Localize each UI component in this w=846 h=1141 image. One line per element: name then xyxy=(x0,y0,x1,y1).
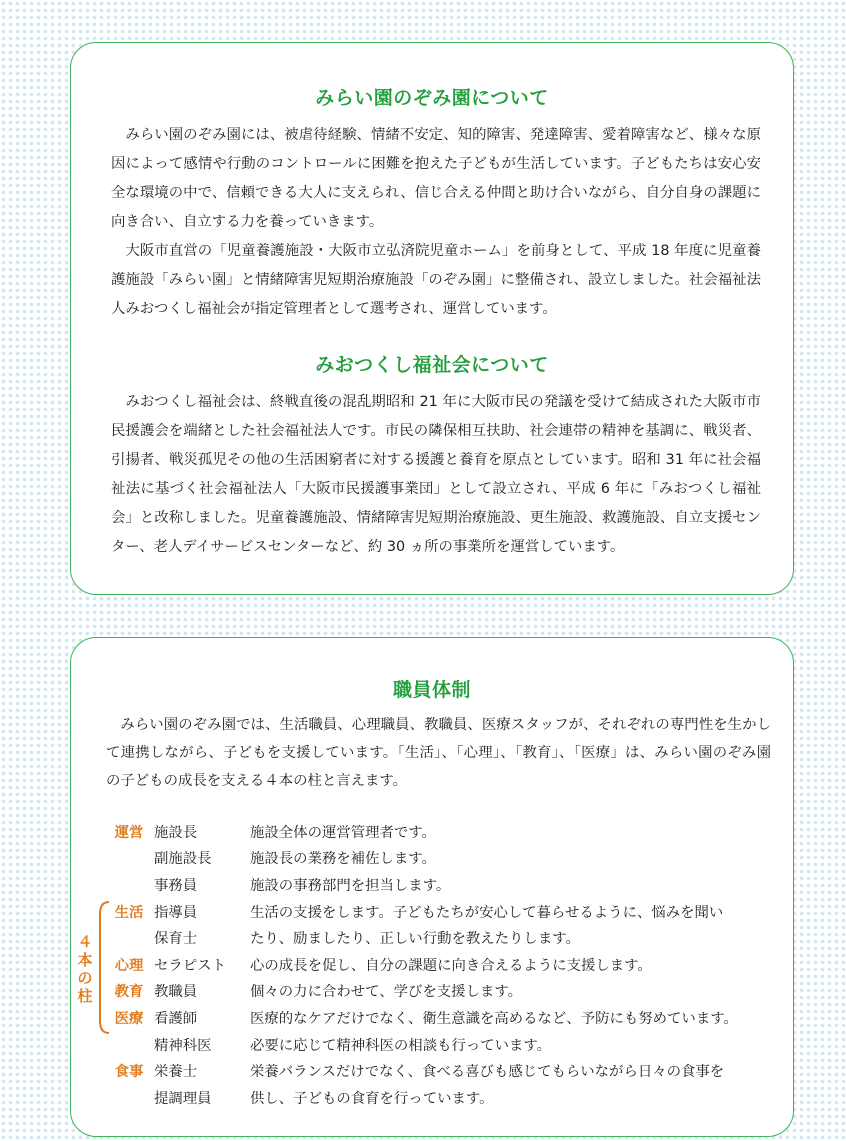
table-row xyxy=(104,1057,770,1084)
role-name: 副施設長 xyxy=(154,851,212,868)
table-row xyxy=(104,978,770,1005)
role-name: 事務員 xyxy=(154,877,198,894)
staff-table xyxy=(104,818,770,1111)
table-row xyxy=(104,1084,770,1111)
role-name: 精神科医 xyxy=(154,1037,212,1054)
about-heading: みらい園のぞみ園について xyxy=(315,87,549,109)
category-label xyxy=(104,871,154,898)
table-row xyxy=(104,951,770,978)
table-row xyxy=(104,1031,770,1058)
role-name: 提調理員 xyxy=(154,1090,212,1107)
role-name: 栄養士 xyxy=(154,1064,198,1081)
table-row xyxy=(104,845,770,872)
staff-heading: 職員体制 xyxy=(392,679,471,701)
category-label xyxy=(104,845,154,872)
category-label: 運営 xyxy=(114,824,144,841)
category-label: 生活 xyxy=(114,904,144,921)
table-row xyxy=(104,818,770,845)
role-description: 医療的なケアだけでなく、衛生意識を高めるなど、予防にも努めています。 xyxy=(250,1010,738,1027)
role-description: 心の成長を促し、自分の課題に向き合えるように支援します。 xyxy=(250,957,652,974)
table-row xyxy=(104,1004,770,1031)
role-description: 供し、子どもの食育を行っています。 xyxy=(250,1090,494,1107)
role-description: 施設長の業務を補佐します。 xyxy=(250,851,436,868)
role-description: 栄養バランスだけでなく、食べる喜びも感じてもらいながら日々の食事を xyxy=(250,1064,725,1081)
staff-card xyxy=(70,637,794,1137)
about-card xyxy=(70,42,794,595)
category-label xyxy=(104,1084,154,1111)
role-description: たり、励ましたり、正しい行動を教えたりします。 xyxy=(250,931,580,948)
role-name: 施設長 xyxy=(154,824,198,841)
role-name: 指導員 xyxy=(154,904,198,921)
category-label xyxy=(104,1031,154,1058)
category-label xyxy=(104,924,154,951)
four-pillars-label: ４ 本 の 柱 xyxy=(77,933,93,1005)
staff-intro: みらい園のぞみ園では、生活職員、心理職員、教職員、医療スタッフが、それぞれの専門性を生かして連携しながら、子どもを支援しています。「生活」、「心理」、「教育」、「医療」は、みらい園のぞみ園の子どもの成長を支える４本の柱と言えます。 xyxy=(106,717,771,789)
table-row xyxy=(104,871,770,898)
role-description: 必要に応じて精神科医の相談も行っています。 xyxy=(250,1037,552,1054)
about-paragraph-1: みらい園のぞみ園には、被虐待経験、情緒不安定、知的障害、発達障害、愛着障害など、様々な原因によって感情や行動のコントロールに困難を抱えた子どもが生活しています。子どもたちは安心安全な環境の中で、信頼できる大人に支えられ、信じ合える仲間と助け合いながら、自分自身の課題に向き合い、自立する力を養っていきます。 xyxy=(111,127,761,230)
role-description: 生活の支援をします。子どもたちが安心して暮らせるように、悩みを聞い xyxy=(250,904,724,921)
role-description: 施設の事務部門を担当します。 xyxy=(250,877,451,894)
table-row xyxy=(104,898,770,925)
role-name: 保育士 xyxy=(154,931,198,948)
about-paragraph-2: 大阪市直営の「児童養護施設・大阪市立弘済院児童ホーム」を前身として、平成 18 年度に児童養護施設「みらい園」と情緒障害児短期治療施設「のぞみ園」に整備され、設立しました。社会福祉法人みおつくし福祉会が指定管理者として選考され、運営しています。 xyxy=(111,243,761,317)
role-name: セラピスト xyxy=(154,957,226,974)
role-description: 個々の力に合わせて、学びを支援します。 xyxy=(250,984,522,1001)
role-description: 施設全体の運営管理者です。 xyxy=(250,824,436,841)
table-row xyxy=(104,924,770,951)
org-heading: みおつくし福祉会について xyxy=(315,354,549,376)
category-label: 医療 xyxy=(114,1010,144,1027)
role-name: 看護師 xyxy=(154,1010,198,1027)
category-label: 食事 xyxy=(114,1064,144,1081)
org-paragraph: みおつくし福祉会は、終戦直後の混乱期昭和 21 年に大阪市民の発議を受けて結成された大阪市市民援護会を端緒とした社会福祉法人です。市民の隣保相互扶助、社会連帯の精神を基調に、戦災者、引揚者、戦災孤児その他の生活困窮者に対する援護と養育を原点としています。昭和 31 年に社会福祉法に基づく社会福祉法人「大阪市民援護事業団」として設立され、平成 6 年に「みおつくし福祉会」と改称しました。児童養護施設、情緒障害児短期治療施設、更生施設、救護施設、自立支援センター、老人デイサービスセンターなど、約 30 ヵ所の事業所を運営しています。 xyxy=(111,394,761,555)
category-label: 心理 xyxy=(114,957,144,974)
role-name: 教職員 xyxy=(154,984,198,1001)
category-label: 教育 xyxy=(114,984,144,1001)
